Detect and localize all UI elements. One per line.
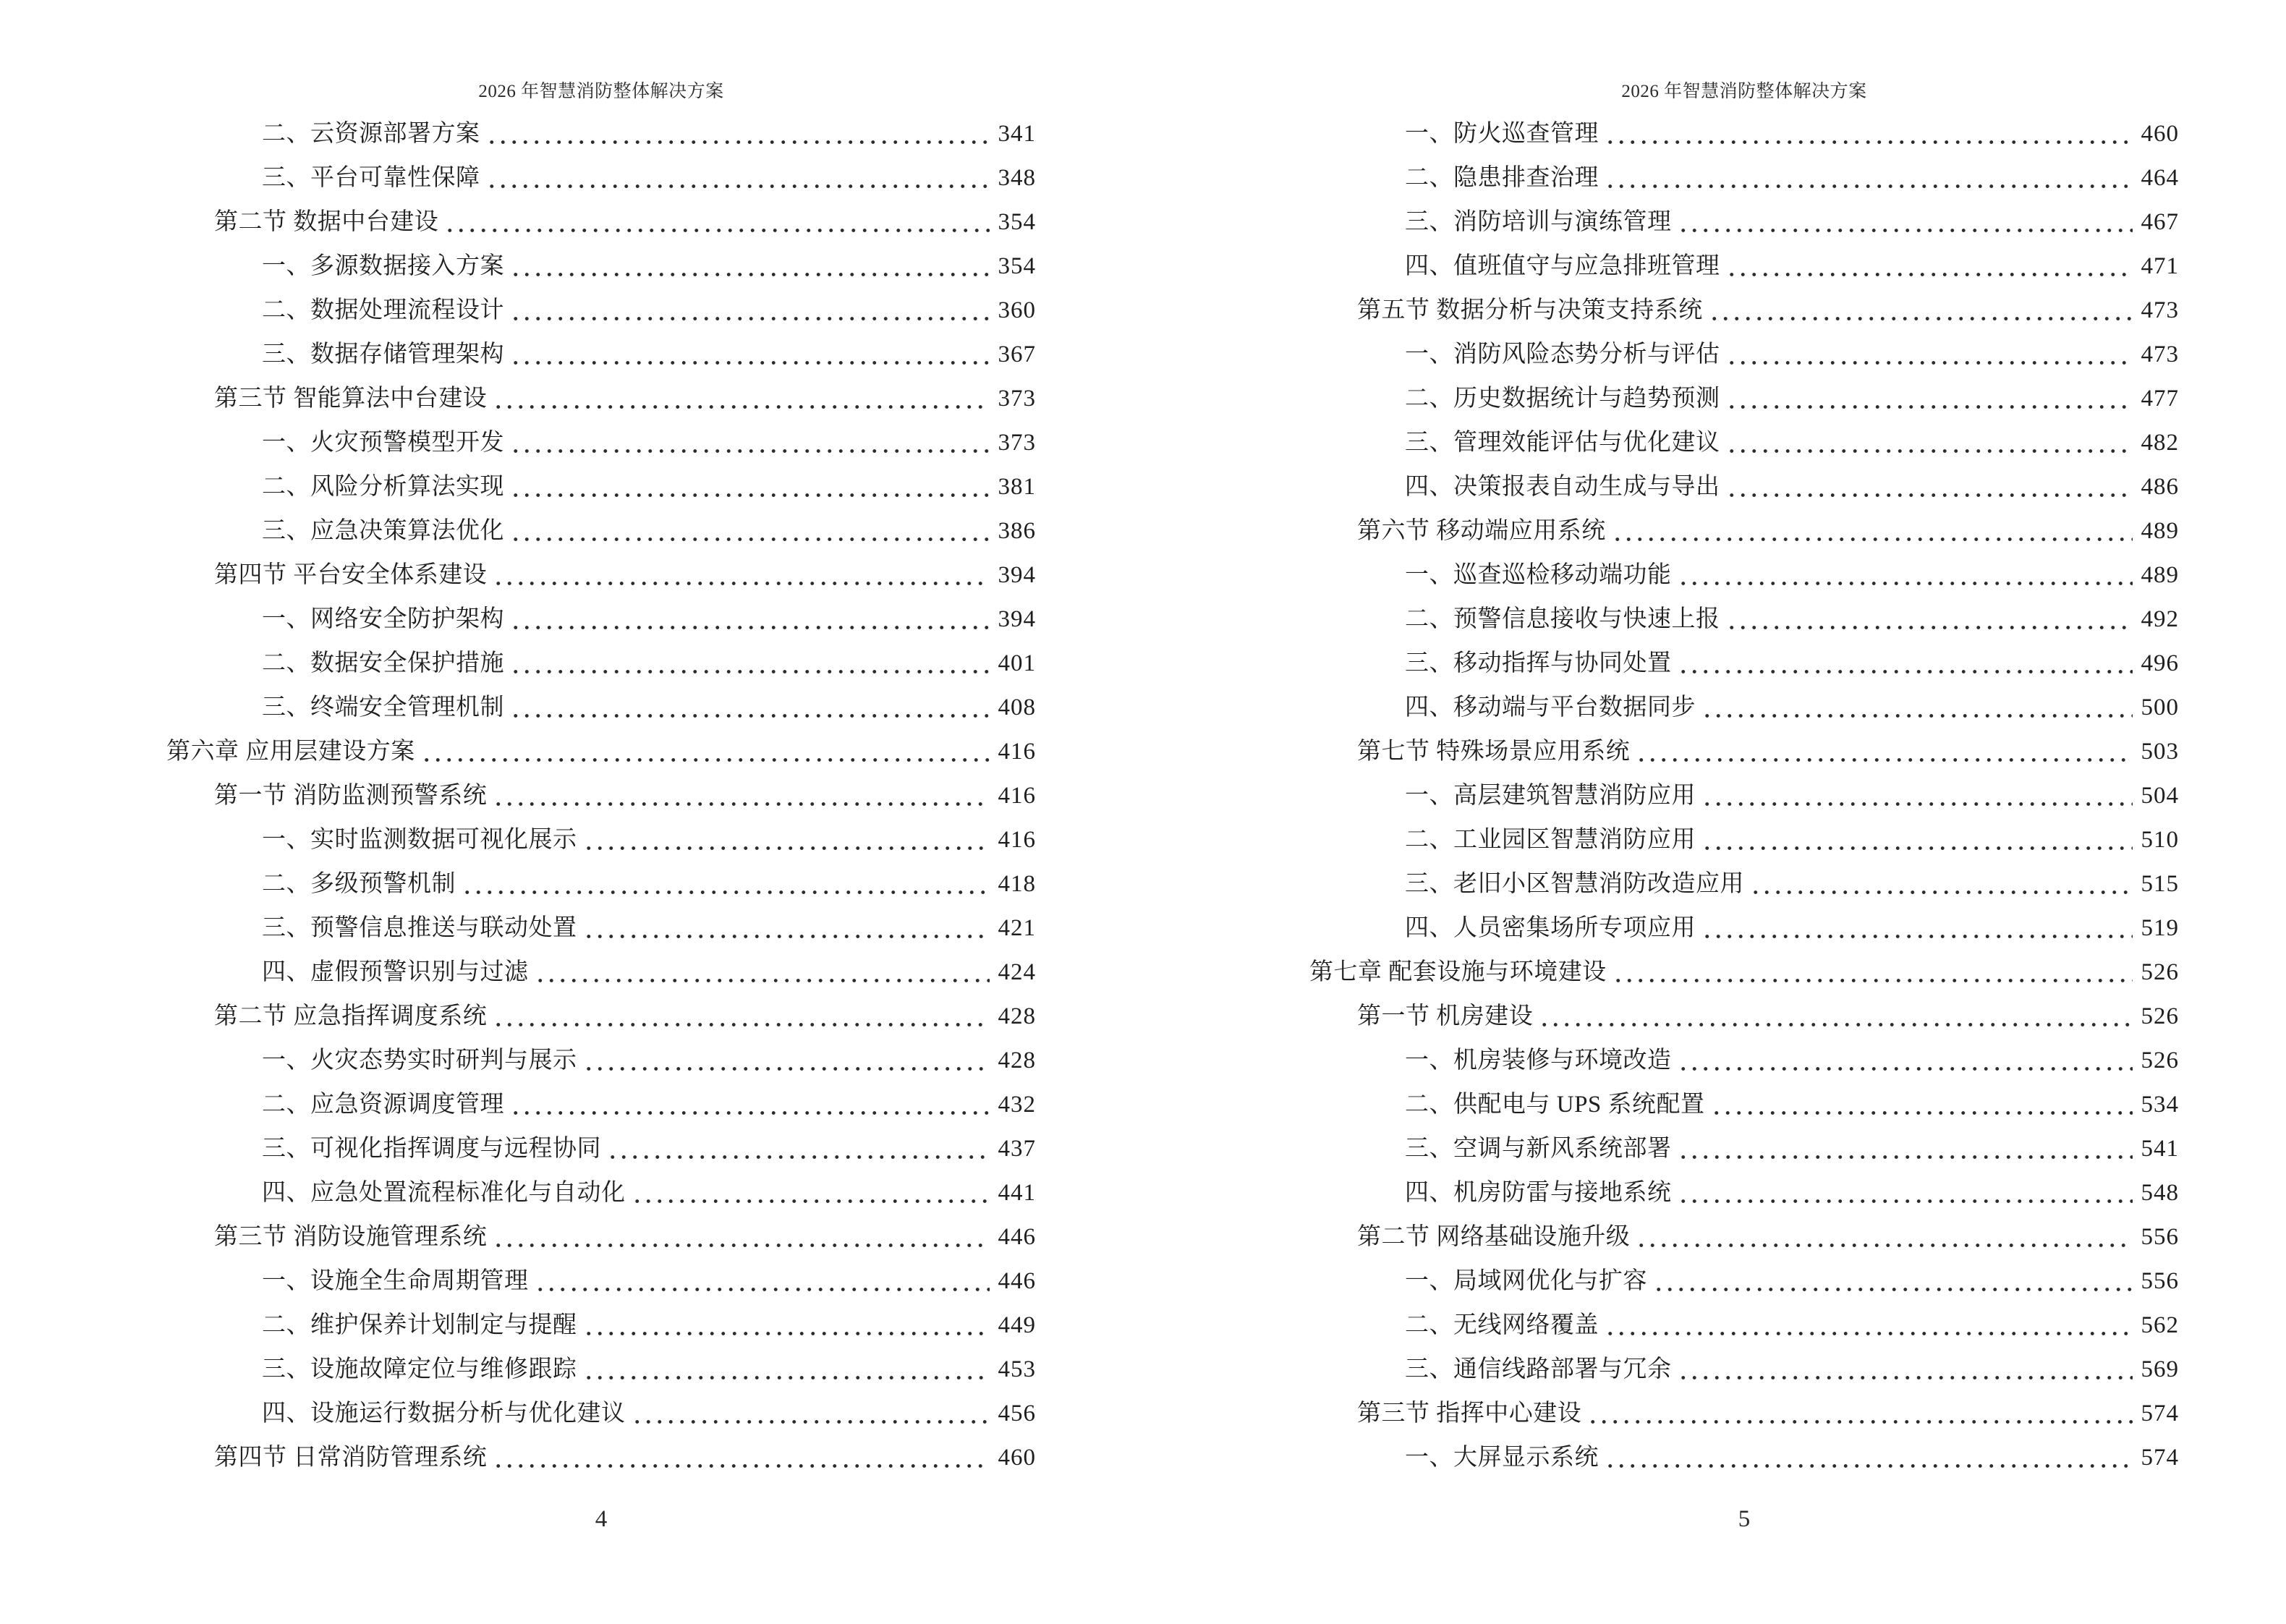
dot-leader	[1726, 377, 2133, 421]
toc-entry[interactable]	[166, 1039, 1036, 1083]
toc-entry[interactable]	[1309, 1436, 2179, 1480]
toc-entry[interactable]	[1309, 730, 2179, 774]
dot-leader	[493, 1436, 989, 1480]
toc-entry-page-number: 489	[2141, 518, 2179, 544]
toc-entry-title: 四、决策报表自动生成与导出	[1405, 474, 1720, 500]
toc-entry[interactable]	[166, 1304, 1036, 1348]
dot-leader	[535, 951, 990, 995]
toc-entry[interactable]	[1309, 421, 2179, 465]
toc-entry-title: 第三节 消防设施管理系统	[214, 1224, 488, 1250]
dot-leader	[493, 553, 989, 598]
toc-entry-title: 一、实时监测数据可视化展示	[262, 827, 577, 853]
toc-entry[interactable]	[166, 774, 1036, 818]
toc-entry-title: 三、老旧小区智慧消防改造应用	[1405, 871, 1744, 897]
toc-entry-title: 四、机房防雷与接地系统	[1405, 1180, 1672, 1206]
toc-entry[interactable]	[1309, 289, 2179, 333]
dot-leader	[1701, 906, 2133, 951]
page-header-title: 2026 年智慧消防整体解决方案	[478, 82, 724, 101]
toc-entry-title: 一、防火巡查管理	[1405, 121, 1599, 147]
dot-leader	[1678, 200, 2133, 245]
dot-leader	[1612, 951, 2133, 995]
dot-leader	[1636, 730, 2132, 774]
toc-entry-page-number: 556	[2141, 1268, 2179, 1294]
toc-entry-page-number: 354	[998, 209, 1036, 235]
dot-leader	[1709, 289, 2133, 333]
toc-entry-page-number: 373	[998, 386, 1036, 412]
dot-leader	[607, 1127, 990, 1171]
dot-leader	[510, 598, 990, 642]
dot-leader	[486, 156, 990, 200]
toc-entry-page-number: 432	[998, 1092, 1036, 1118]
toc-entry-title: 四、人员密集场所专项应用	[1405, 915, 1696, 941]
dot-leader	[510, 686, 990, 730]
toc-entry-title: 三、空调与新风系统部署	[1405, 1136, 1672, 1162]
toc-entry-title: 三、设施故障定位与维修跟踪	[262, 1356, 577, 1382]
toc-entry[interactable]	[166, 112, 1036, 156]
toc-entry-page-number: 437	[998, 1136, 1036, 1162]
dot-leader	[1539, 995, 2132, 1039]
toc-entry-title: 一、消防风险态势分析与评估	[1405, 341, 1720, 367]
dot-leader	[583, 906, 990, 951]
toc-entry[interactable]	[1309, 465, 2179, 509]
dot-leader	[1636, 1215, 2132, 1259]
toc-entry-page-number: 428	[998, 1003, 1036, 1029]
dot-leader	[535, 1259, 990, 1304]
toc-entry-page-number: 416	[998, 739, 1036, 765]
toc-entry-page-number: 460	[998, 1445, 1036, 1471]
toc-entry-page-number: 464	[2141, 165, 2179, 191]
dot-leader	[632, 1171, 990, 1215]
dot-leader	[1701, 686, 2133, 730]
toc-entry[interactable]	[1309, 1304, 2179, 1348]
toc-entry-title: 三、终端安全管理机制	[262, 694, 504, 720]
toc-entry-title: 一、局域网优化与扩容	[1405, 1268, 1647, 1294]
toc-entry[interactable]	[166, 1436, 1036, 1480]
toc-entry-title: 第二节 网络基础设施升级	[1357, 1224, 1631, 1250]
toc-entry[interactable]	[166, 951, 1036, 995]
toc-entry[interactable]	[166, 1215, 1036, 1259]
toc-entry-title: 二、维护保养计划制定与提醒	[262, 1312, 577, 1338]
toc-entry[interactable]	[166, 818, 1036, 862]
toc-page-right	[1143, 0, 2286, 1624]
toc-entry[interactable]	[1309, 1392, 2179, 1436]
dot-leader	[1678, 642, 2133, 686]
dot-leader	[1678, 1348, 2133, 1392]
dot-leader	[632, 1392, 990, 1436]
toc-entry-title: 三、移动指挥与协同处置	[1405, 650, 1672, 676]
toc-entry-title: 三、应急决策算法优化	[262, 518, 504, 544]
dot-leader	[1605, 156, 2133, 200]
dot-leader	[421, 730, 990, 774]
dot-leader	[1701, 774, 2133, 818]
toc-entry[interactable]	[1309, 1348, 2179, 1392]
toc-entry-title: 第四节 日常消防管理系统	[214, 1445, 488, 1471]
toc-entry-page-number: 482	[2141, 430, 2179, 456]
toc-entry[interactable]	[166, 862, 1036, 906]
dot-leader	[510, 333, 990, 377]
toc-entry-page-number: 394	[998, 562, 1036, 588]
toc-entry-title: 第七节 特殊场景应用系统	[1357, 739, 1631, 765]
toc-entry-title: 二、隐患排查治理	[1405, 165, 1599, 191]
toc-entry-title: 第一节 消防监测预警系统	[214, 783, 488, 809]
toc-entry-page-number: 534	[2141, 1092, 2179, 1118]
toc-entry-page-number: 408	[998, 694, 1036, 720]
toc-entry[interactable]	[1309, 1215, 2179, 1259]
toc-entry[interactable]	[166, 289, 1036, 333]
dot-leader	[493, 1215, 989, 1259]
toc-entry-page-number: 477	[2141, 386, 2179, 412]
toc-entry-title: 一、高层建筑智慧消防应用	[1405, 783, 1696, 809]
dot-leader	[1678, 1127, 2133, 1171]
toc-entry-page-number: 526	[2141, 959, 2179, 985]
toc-entry[interactable]	[166, 1127, 1036, 1171]
dot-leader	[1726, 333, 2133, 377]
toc-entry[interactable]	[1309, 553, 2179, 598]
page-header-title: 2026 年智慧消防整体解决方案	[1621, 82, 1867, 101]
toc-entry[interactable]	[166, 1259, 1036, 1304]
toc-entry-title: 二、数据安全保护措施	[262, 650, 504, 676]
toc-entry-title: 第六章 应用层建设方案	[166, 739, 415, 765]
dot-leader	[493, 995, 989, 1039]
toc-entry-page-number: 473	[2141, 341, 2179, 367]
toc-entry[interactable]	[1309, 1039, 2179, 1083]
dot-leader	[1726, 245, 2133, 289]
toc-entry-title: 第二节 应急指挥调度系统	[214, 1003, 488, 1029]
toc-entry[interactable]	[1309, 156, 2179, 200]
toc-entry-page-number: 360	[998, 297, 1036, 323]
toc-entry-title: 第一节 机房建设	[1357, 1003, 1534, 1029]
toc-entry[interactable]	[166, 1392, 1036, 1436]
dot-leader	[583, 818, 990, 862]
toc-entry-title: 三、通信线路部署与冗余	[1405, 1356, 1672, 1382]
toc-entry-page-number: 386	[998, 518, 1036, 544]
toc-entry-title: 第六节 移动端应用系统	[1357, 518, 1606, 544]
toc-entry-page-number: 548	[2141, 1180, 2179, 1206]
dot-leader	[1678, 1039, 2133, 1083]
toc-list	[166, 112, 1036, 1480]
toc-entry-title: 三、管理效能评估与优化建议	[1405, 430, 1720, 456]
dot-leader	[1750, 862, 2133, 906]
toc-entry[interactable]	[166, 465, 1036, 509]
toc-entry[interactable]	[1309, 862, 2179, 906]
toc-entry-page-number: 367	[998, 341, 1036, 367]
toc-entry-title: 四、设施运行数据分析与优化建议	[262, 1400, 626, 1427]
toc-entry-page-number: 421	[998, 915, 1036, 941]
toc-entry-page-number: 373	[998, 430, 1036, 456]
dot-leader	[510, 465, 990, 509]
toc-entry-title: 一、多源数据接入方案	[262, 253, 504, 279]
toc-entry[interactable]	[1309, 112, 2179, 156]
toc-entry-title: 二、风险分析算法实现	[262, 474, 504, 500]
toc-entry[interactable]	[166, 995, 1036, 1039]
toc-entry[interactable]	[166, 156, 1036, 200]
toc-entry-title: 三、预警信息推送与联动处置	[262, 915, 577, 941]
toc-entry[interactable]	[166, 421, 1036, 465]
toc-entry[interactable]	[166, 1348, 1036, 1392]
toc-entry-title: 二、历史数据统计与趋势预测	[1405, 386, 1720, 412]
toc-entry[interactable]	[1309, 1259, 2179, 1304]
toc-entry-page-number: 556	[2141, 1224, 2179, 1250]
toc-entry-page-number: 496	[2141, 650, 2179, 676]
dot-leader	[583, 1039, 990, 1083]
toc-entry-title: 四、值班值守与应急排班管理	[1405, 253, 1720, 279]
dot-leader	[510, 421, 990, 465]
toc-entry-page-number: 460	[2141, 121, 2179, 147]
toc-entry-page-number: 500	[2141, 694, 2179, 720]
toc-entry[interactable]	[166, 642, 1036, 686]
dot-leader	[510, 509, 990, 553]
toc-entry-page-number: 486	[2141, 474, 2179, 500]
toc-entry[interactable]	[166, 1171, 1036, 1215]
toc-entry-title: 第二节 数据中台建设	[214, 209, 439, 235]
toc-entry-page-number: 416	[998, 783, 1036, 809]
toc-entry-title: 第五节 数据分析与决策支持系统	[1357, 297, 1703, 323]
toc-entry-title: 一、设施全生命周期管理	[262, 1268, 529, 1294]
toc-entry[interactable]	[166, 686, 1036, 730]
dot-leader	[1678, 1171, 2133, 1215]
toc-entry[interactable]	[1309, 245, 2179, 289]
dot-leader	[510, 1083, 990, 1127]
dot-leader	[1711, 1083, 2133, 1127]
dot-leader	[444, 200, 989, 245]
toc-entry-title: 第四节 平台安全体系建设	[214, 562, 488, 588]
dot-leader	[1726, 465, 2133, 509]
toc-entry[interactable]	[166, 333, 1036, 377]
toc-entry-title: 四、移动端与平台数据同步	[1405, 694, 1696, 720]
dot-leader	[1612, 509, 2133, 553]
toc-entry-title: 二、供配电与 UPS 系统配置	[1405, 1092, 1705, 1118]
toc-entry-page-number: 473	[2141, 297, 2179, 323]
page-number: 4	[595, 1506, 608, 1532]
toc-entry-page-number: 348	[998, 165, 1036, 191]
toc-entry-page-number: 541	[2141, 1136, 2179, 1162]
dot-leader	[493, 377, 989, 421]
toc-entry[interactable]	[1309, 1127, 2179, 1171]
page-number: 5	[1738, 1506, 1751, 1532]
dot-leader	[1605, 1436, 2133, 1480]
toc-entry[interactable]	[166, 1083, 1036, 1127]
toc-entry-title: 三、可视化指挥调度与远程协同	[262, 1136, 601, 1162]
dot-leader	[462, 862, 990, 906]
toc-entry[interactable]	[1309, 642, 2179, 686]
toc-entry-title: 第三节 指挥中心建设	[1357, 1400, 1582, 1427]
toc-entry-page-number: 381	[998, 474, 1036, 500]
toc-entry-title: 一、大屏显示系统	[1405, 1445, 1599, 1471]
toc-entry[interactable]	[1309, 333, 2179, 377]
dot-leader	[510, 642, 990, 686]
toc-entry[interactable]	[166, 553, 1036, 598]
dot-leader	[583, 1348, 990, 1392]
toc-entry[interactable]	[166, 245, 1036, 289]
toc-entry-title: 一、机房装修与环境改造	[1405, 1047, 1672, 1074]
toc-entry-title: 二、数据处理流程设计	[262, 297, 504, 323]
toc-entry-page-number: 492	[2141, 606, 2179, 632]
toc-entry-page-number: 526	[2141, 1003, 2179, 1029]
toc-entry-page-number: 504	[2141, 783, 2179, 809]
toc-entry-page-number: 446	[998, 1268, 1036, 1294]
dot-leader	[1605, 1304, 2133, 1348]
toc-entry-title: 一、火灾态势实时研判与展示	[262, 1047, 577, 1074]
toc-entry-page-number: 401	[998, 650, 1036, 676]
toc-entry-page-number: 424	[998, 959, 1036, 985]
toc-entry[interactable]	[1309, 818, 2179, 862]
toc-entry-page-number: 569	[2141, 1356, 2179, 1382]
dot-leader	[1726, 598, 2133, 642]
toc-entry-title: 三、消防培训与演练管理	[1405, 209, 1672, 235]
toc-entry-title: 第七章 配套设施与环境建设	[1309, 959, 1607, 985]
toc-entry[interactable]	[1309, 906, 2179, 951]
dot-leader	[486, 112, 990, 156]
toc-entry-title: 一、火灾预警模型开发	[262, 430, 504, 456]
toc-entry[interactable]	[166, 200, 1036, 245]
toc-entry-page-number: 574	[2141, 1400, 2179, 1427]
dot-leader	[510, 245, 990, 289]
toc-entry[interactable]	[1309, 774, 2179, 818]
toc-entry-title: 四、虚假预警识别与过滤	[262, 959, 529, 985]
toc-entry-page-number: 449	[998, 1312, 1036, 1338]
toc-entry[interactable]	[1309, 951, 2179, 995]
toc-entry[interactable]	[166, 906, 1036, 951]
toc-entry-page-number: 446	[998, 1224, 1036, 1250]
toc-entry[interactable]	[1309, 509, 2179, 553]
toc-entry-page-number: 418	[998, 871, 1036, 897]
dot-leader	[1587, 1392, 2132, 1436]
toc-entry-title: 四、应急处置流程标准化与自动化	[262, 1180, 626, 1206]
toc-entry-page-number: 471	[2141, 253, 2179, 279]
toc-entry-title: 第三节 智能算法中台建设	[214, 386, 488, 412]
toc-entry-page-number: 489	[2141, 562, 2179, 588]
toc-entry-title: 一、巡查巡检移动端功能	[1405, 562, 1672, 588]
toc-entry-title: 三、数据存储管理架构	[262, 341, 504, 367]
toc-entry[interactable]	[1309, 1083, 2179, 1127]
toc-entry-page-number: 416	[998, 827, 1036, 853]
dot-leader	[1678, 553, 2133, 598]
toc-entry[interactable]	[1309, 686, 2179, 730]
toc-entry-page-number: 354	[998, 253, 1036, 279]
toc-entry-page-number: 503	[2141, 739, 2179, 765]
toc-entry-title: 二、工业园区智慧消防应用	[1405, 827, 1696, 853]
toc-entry-page-number: 453	[998, 1356, 1036, 1382]
dot-leader	[1701, 818, 2133, 862]
toc-entry-page-number: 510	[2141, 827, 2179, 853]
toc-entry-page-number: 562	[2141, 1312, 2179, 1338]
toc-entry-title: 二、预警信息接收与快速上报	[1405, 606, 1720, 632]
toc-entry-page-number: 428	[998, 1047, 1036, 1074]
toc-entry[interactable]	[1309, 200, 2179, 245]
toc-entry[interactable]	[1309, 1171, 2179, 1215]
dot-leader	[510, 289, 990, 333]
toc-entry[interactable]	[1309, 598, 2179, 642]
toc-entry[interactable]	[1309, 377, 2179, 421]
dot-leader	[493, 774, 989, 818]
toc-entry[interactable]	[166, 598, 1036, 642]
toc-entry-page-number: 574	[2141, 1445, 2179, 1471]
toc-entry-page-number: 341	[998, 121, 1036, 147]
toc-entry[interactable]	[166, 377, 1036, 421]
toc-list	[1309, 112, 2179, 1480]
dot-leader	[583, 1304, 990, 1348]
toc-entry-title: 二、多级预警机制	[262, 871, 456, 897]
toc-entry-page-number: 467	[2141, 209, 2179, 235]
toc-entry-page-number: 526	[2141, 1047, 2179, 1074]
dot-leader	[1653, 1259, 2133, 1304]
toc-entry-page-number: 519	[2141, 915, 2179, 941]
toc-entry-title: 二、无线网络覆盖	[1405, 1312, 1599, 1338]
toc-entry-title: 二、应急资源调度管理	[262, 1092, 504, 1118]
toc-entry-page-number: 394	[998, 606, 1036, 632]
toc-entry[interactable]	[1309, 995, 2179, 1039]
dot-leader	[1726, 421, 2133, 465]
dot-leader	[1605, 112, 2133, 156]
toc-entry-page-number: 456	[998, 1400, 1036, 1427]
toc-entry-title: 三、平台可靠性保障	[262, 165, 480, 191]
toc-entry-title: 二、云资源部署方案	[262, 121, 480, 147]
toc-entry-page-number: 441	[998, 1180, 1036, 1206]
toc-entry-page-number: 515	[2141, 871, 2179, 897]
toc-entry-title: 一、网络安全防护架构	[262, 606, 504, 632]
toc-entry[interactable]	[166, 730, 1036, 774]
toc-entry[interactable]	[166, 509, 1036, 553]
